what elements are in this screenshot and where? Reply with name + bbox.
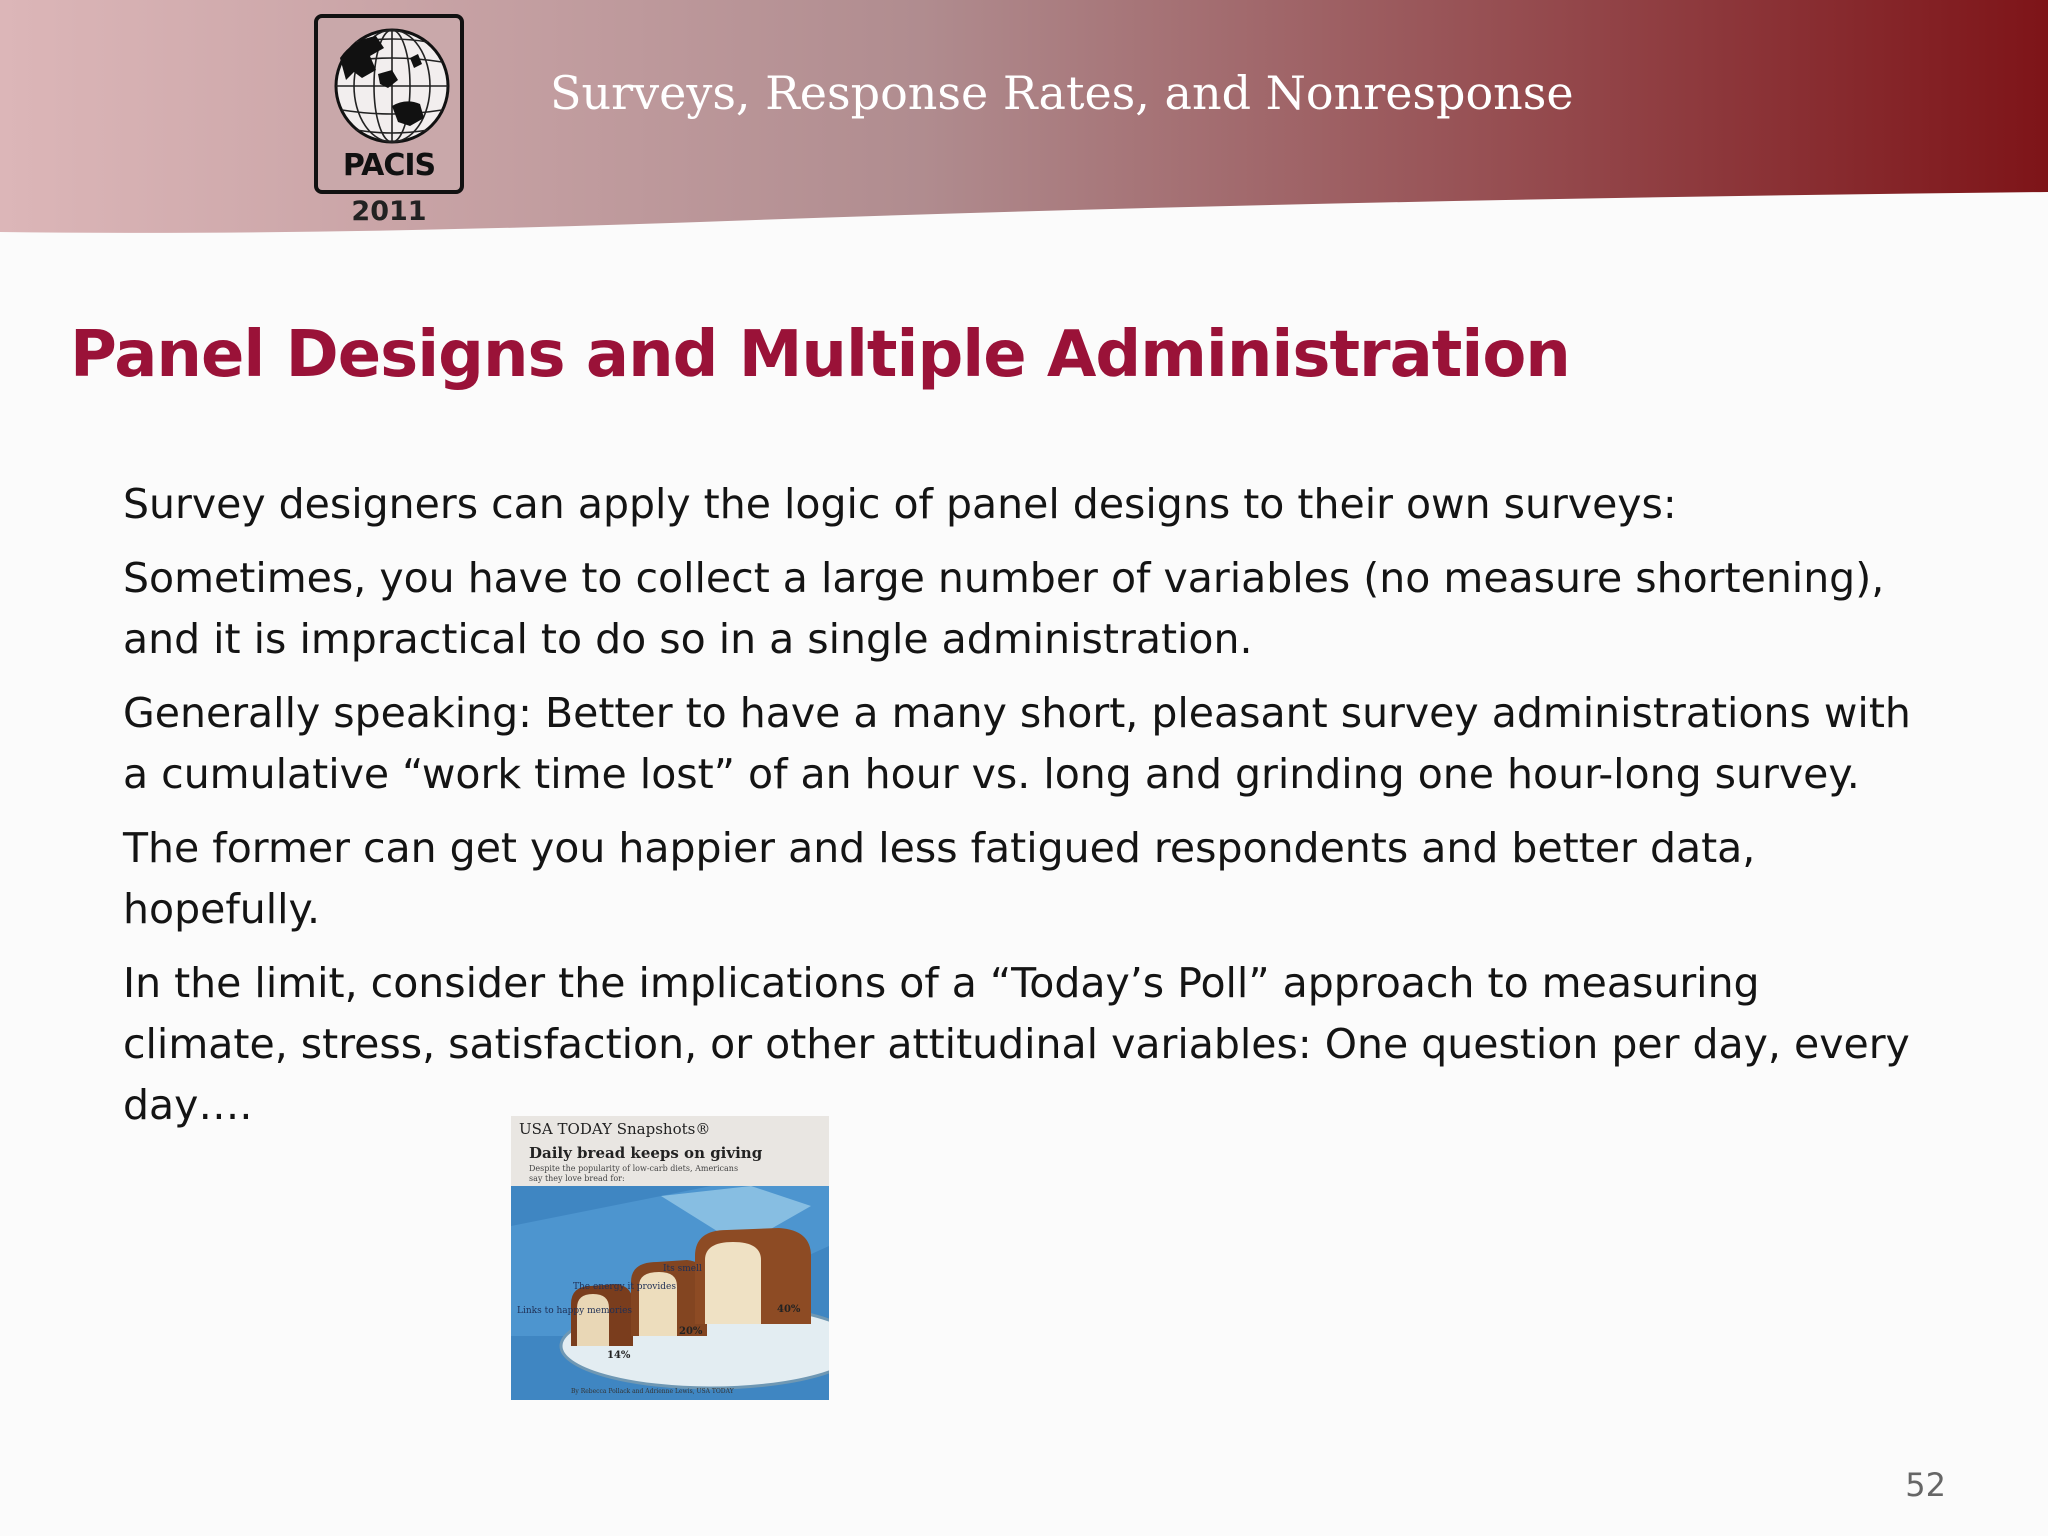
snapshot-headline: Daily bread keeps on giving bbox=[529, 1144, 763, 1162]
globe-icon bbox=[318, 18, 460, 148]
snapshot-label-memories: Links to happy memories bbox=[517, 1306, 633, 1316]
snapshot-credit: By Rebecca Pollack and Adrienne Lewis, USA TODAY bbox=[571, 1388, 734, 1395]
header-band bbox=[0, 0, 2048, 240]
snapshot-subhead: Despite the popularity of low-carb diets, Americans say they love bread for: bbox=[529, 1164, 739, 1183]
header-title: Surveys, Response Rates, and Nonresponse bbox=[550, 66, 1574, 120]
conference-logo bbox=[314, 14, 464, 194]
body-text bbox=[123, 474, 1923, 1149]
snapshot-brand: USA TODAY Snapshots® bbox=[519, 1120, 711, 1138]
bread-illustration bbox=[511, 1186, 829, 1400]
snapshot-value-memories: 14% bbox=[607, 1350, 631, 1361]
body-paragraph: Sometimes, you have to collect a large number of variables (no measure shortening), and it is impractical to do so in a single administration. bbox=[123, 554, 1885, 663]
page-title: Panel Designs and Multiple Administration bbox=[70, 318, 1570, 392]
page-number: 52 bbox=[1905, 1466, 1946, 1504]
logo-name: PACIS bbox=[342, 148, 436, 183]
usa-today-snapshot-image bbox=[511, 1116, 829, 1400]
snapshot-value-smell: 40% bbox=[777, 1304, 801, 1315]
snapshot-label-smell: Its smell bbox=[663, 1264, 702, 1274]
body-paragraph: Generally speaking: Better to have a many short, pleasant survey administrations with a cumulative “work time lost” of an hour vs. long and grinding one hour-long survey. bbox=[123, 689, 1911, 798]
logo-year: 2011 bbox=[351, 196, 427, 227]
snapshot-label-energy: The energy it provides bbox=[573, 1282, 676, 1292]
body-paragraph: In the limit, consider the implications of a “Today’s Poll” approach to measuring climate, stress, satisfaction, or other attitudinal variables: One question per day, every day…. bbox=[123, 959, 1910, 1129]
snapshot-value-energy: 20% bbox=[679, 1326, 703, 1337]
body-paragraph: Survey designers can apply the logic of panel designs to their own surveys: bbox=[123, 480, 1677, 528]
body-paragraph: The former can get you happier and less fatigued respondents and better data, hopefully. bbox=[123, 824, 1756, 933]
